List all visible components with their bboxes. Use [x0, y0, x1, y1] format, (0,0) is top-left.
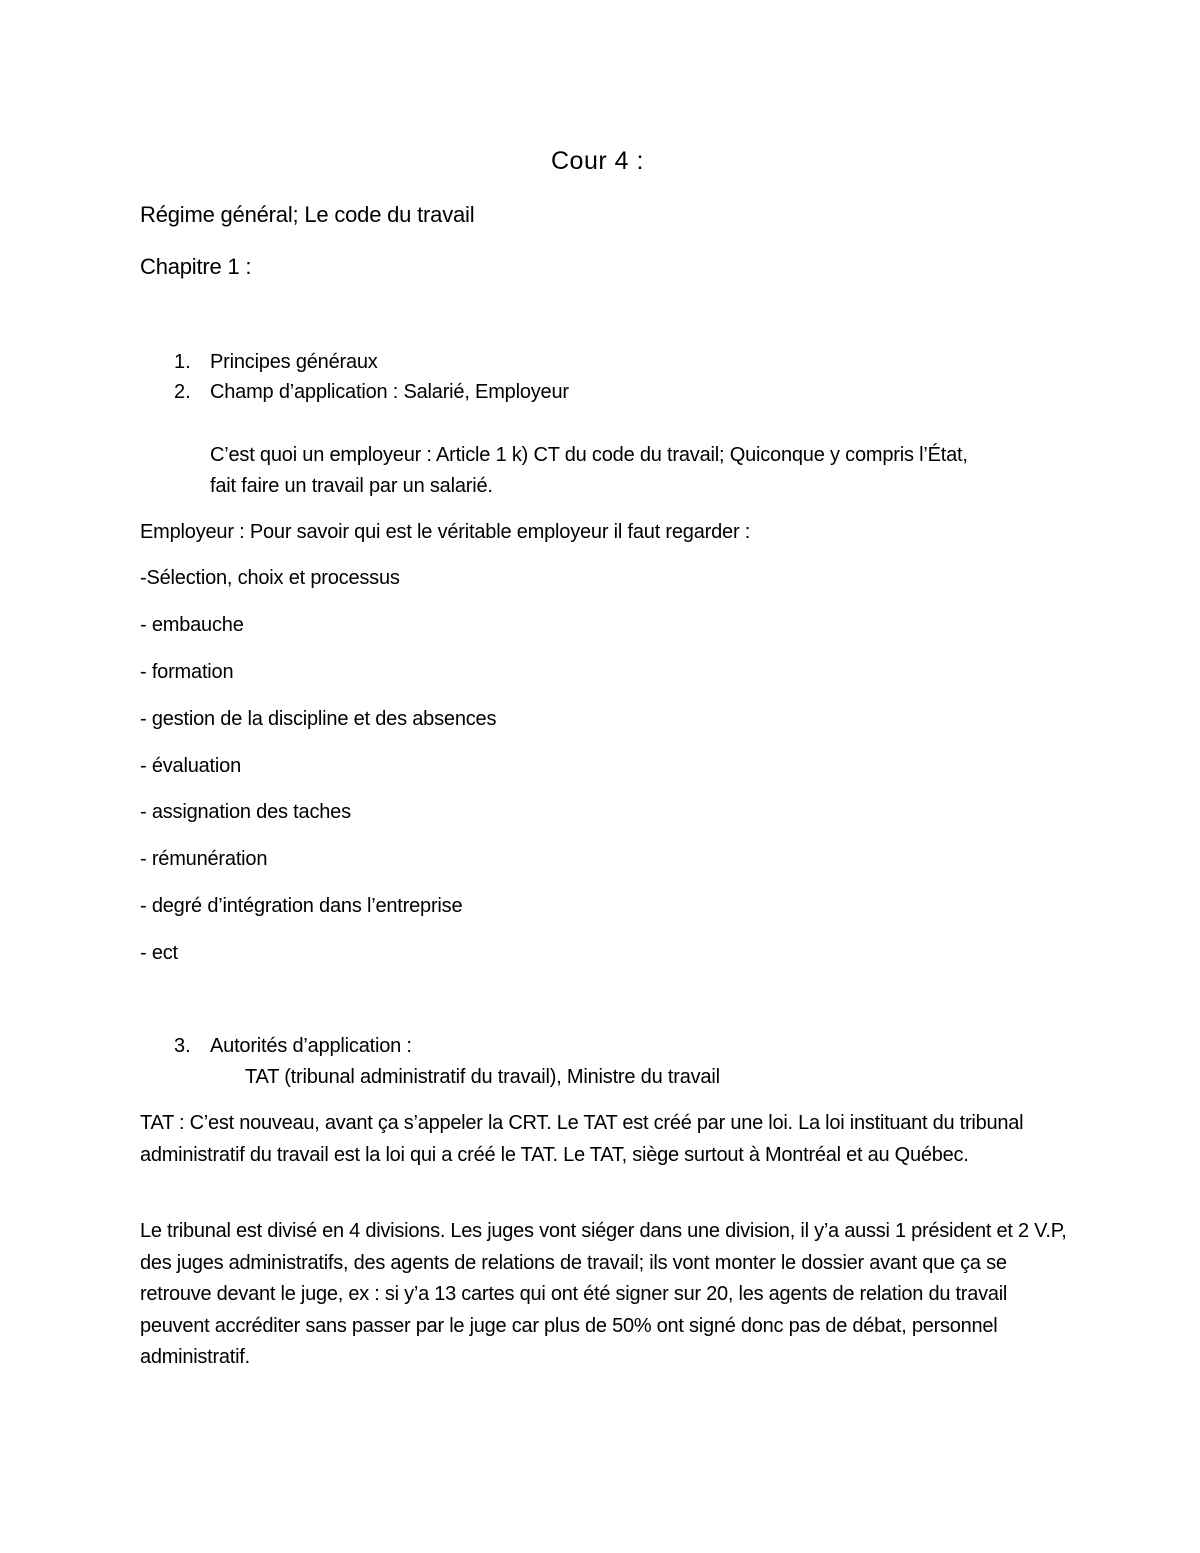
- list-item: Autorités d’application :: [210, 1035, 412, 1057]
- chapter-heading: Chapitre 1 :: [140, 254, 252, 279]
- employer-intro: Employeur : Pour savoir qui est le véritable employeur il faut regarder :: [140, 521, 751, 543]
- criteria-item: - degré d’intégration dans l’entreprise: [140, 895, 463, 917]
- list-item-number: 2.: [174, 381, 191, 403]
- criteria-item: - gestion de la discipline et des absences: [140, 708, 497, 730]
- criteria-item: - embauche: [140, 614, 244, 636]
- criteria-item: - évaluation: [140, 755, 241, 777]
- list-item: Principes généraux: [210, 351, 378, 373]
- paragraph-tribunal: Le tribunal est divisé en 4 divisions. Les juges vont siéger dans une division, il y’a aussi 1 président et 2 V.P, des juges administratifs, des agents de relations de travail; ils vont monter le dossier avant que ça se retrouve devant le juge, ex : si y’a 13 cartes qui ont été signer sur 20, les agents de relation du travail peuvent accréditer sans passer par le juge car plus de 50% ont signé donc pas de débat, personnel administratif.: [140, 1220, 1067, 1368]
- criteria-item: - assignation des taches: [140, 801, 351, 823]
- list-item-number: 3.: [174, 1035, 191, 1057]
- list-item: Champ d’application : Salarié, Employeur: [210, 381, 569, 403]
- definition-line: C’est quoi un employeur : Article 1 k) CT du code du travail; Quiconque y compris l’État,: [210, 444, 968, 466]
- criteria-item: -Sélection, choix et processus: [140, 567, 400, 589]
- criteria-item: - formation: [140, 661, 234, 683]
- criteria-item: - rémunération: [140, 848, 268, 870]
- list-item-sub: TAT (tribunal administratif du travail), Ministre du travail: [245, 1066, 720, 1088]
- criteria-item: - ect: [140, 942, 178, 964]
- list-item-number: 1.: [174, 351, 191, 373]
- section-subtitle: Régime général; Le code du travail: [140, 202, 475, 227]
- paragraph-tat: TAT : C’est nouveau, avant ça s’appeler la CRT. Le TAT est créé par une loi. La loi instituant du tribunal administratif du travail est la loi qui a créé le TAT. Le TAT, siège surtout à Montréal et au Québec.: [140, 1112, 1024, 1166]
- page-title: Cour 4 :: [551, 147, 644, 175]
- definition-line: fait faire un travail par un salarié.: [210, 475, 493, 497]
